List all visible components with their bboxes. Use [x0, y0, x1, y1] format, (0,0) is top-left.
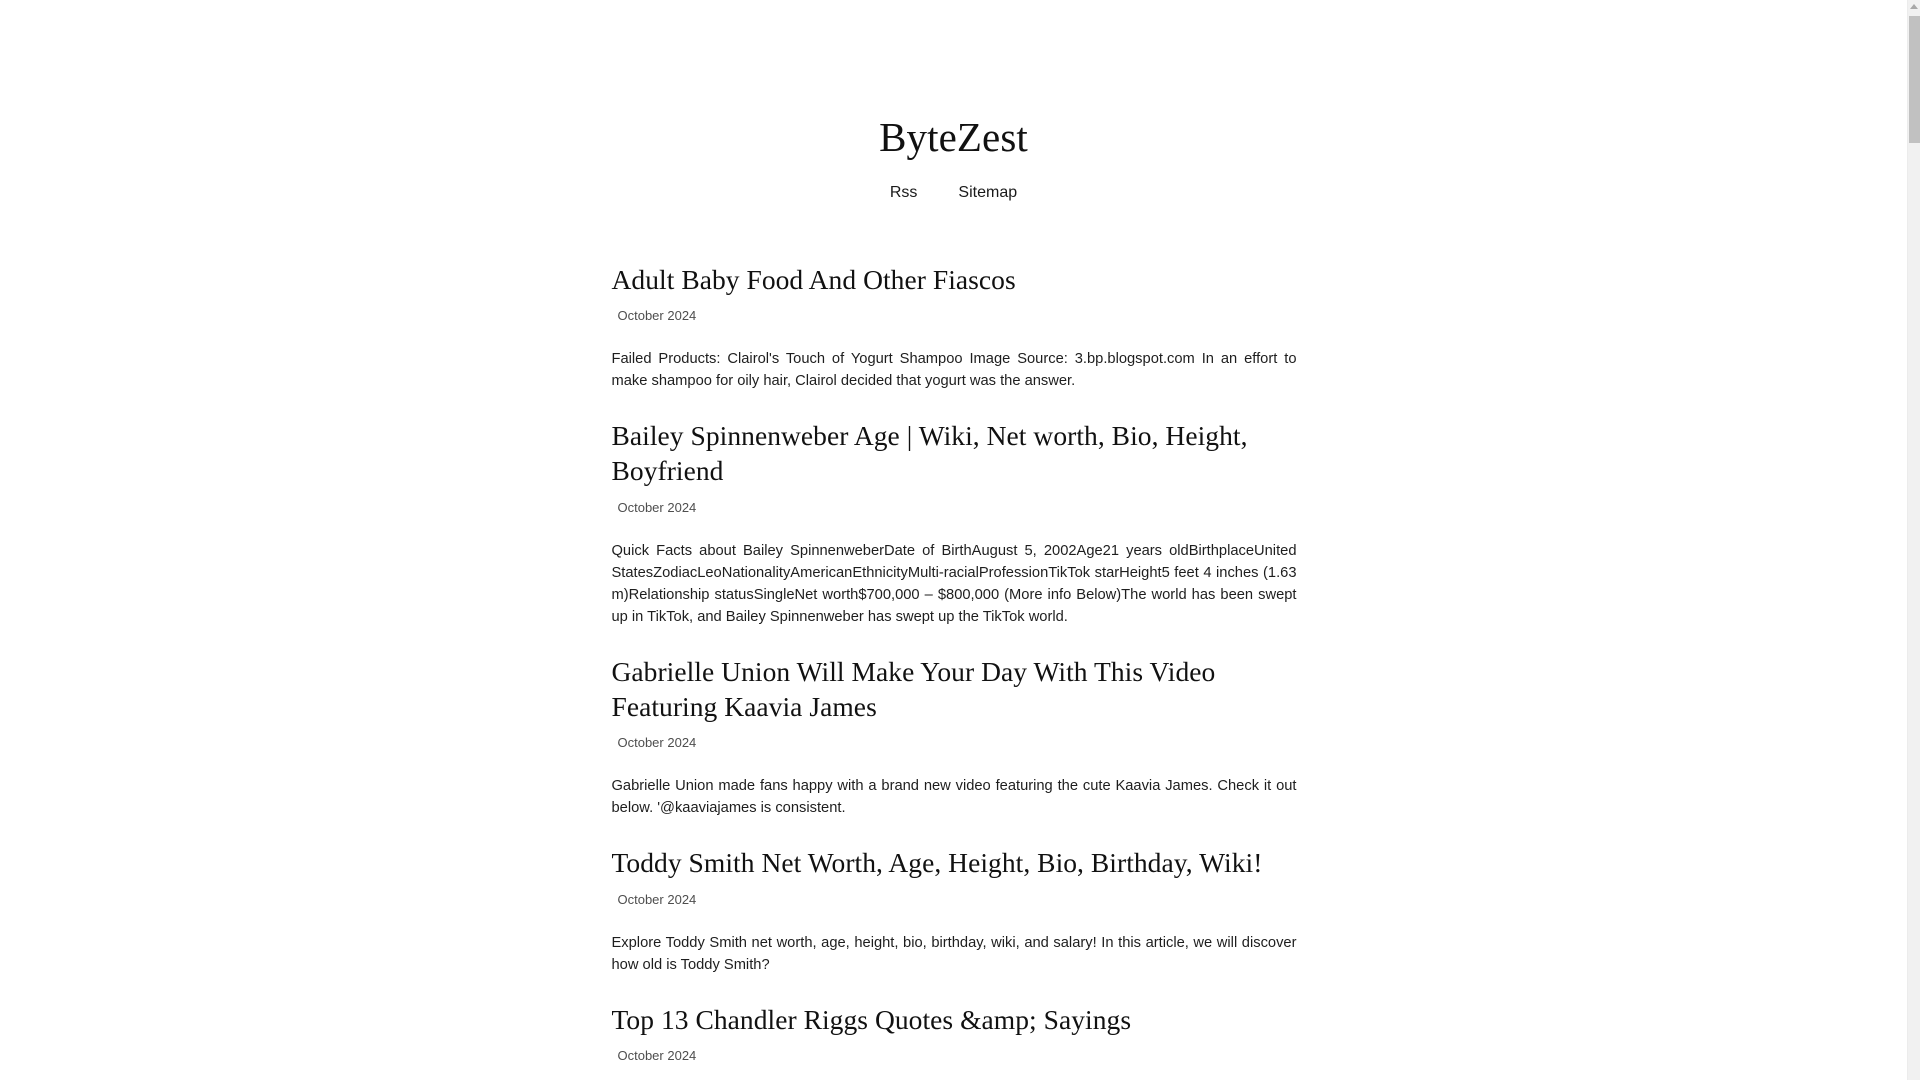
- vertical-scrollbar[interactable]: [1907, 0, 1920, 1080]
- post-date: October 2024: [617, 735, 697, 751]
- post-list: [611, 201, 1297, 1062]
- scroll-up-arrow-icon[interactable]: [1910, 4, 1918, 9]
- post-date: October 2024: [617, 1047, 697, 1063]
- site-title: ByteZest: [879, 114, 1028, 160]
- post-title[interactable]: Toddy Smith Net Worth, Age, Height, Bio, Birthday, Wiki!: [611, 847, 1263, 879]
- post-item: [612, 418, 1297, 654]
- post-title[interactable]: Adult Baby Food And Other Fiascos: [611, 264, 1016, 295]
- nav-link-rss[interactable]: Rss: [889, 184, 918, 201]
- site-nav: [0, 185, 1907, 201]
- scrollbar-thumb[interactable]: [1909, 16, 1920, 143]
- post-excerpt: Explore Toddy Smith net worth, age, height, bio, birthday, wiki, and salary! In this article, we will discover how old is Toddy Smith?: [611, 934, 1297, 973]
- post-excerpt: Quick Facts about Bailey SpinnenweberDate of BirthAugust 5, 2002Age21 years oldBirthplaceUnited StatesZodiacLeoNationalityAmericanEthnicityMulti-racialProfessionTikTok starHeight5 feet 4 inches (1.63 m)Relationship statusSingleNet worth$700,000 – $800,000 (More info Below)The world has been swept up in TikTok, and Bailey Spinnenweber has swept up the TikTok world.: [611, 542, 1297, 625]
- nav-link-sitemap[interactable]: Sitemap: [958, 184, 1018, 201]
- post-title[interactable]: Gabrielle Union Will Make Your Day With This Video Featuring Kaavia James: [611, 655, 1216, 723]
- post-date: October 2024: [617, 891, 697, 907]
- post-date: October 2024: [617, 308, 697, 324]
- site-header: [0, 114, 1907, 201]
- post-item: [612, 845, 1297, 1001]
- post-item: [612, 262, 1297, 418]
- post-excerpt: Gabrielle Union made fans happy with a brand new video featuring the cute Kaavia James. Check it out below. '@kaaviajames is consistent.: [611, 778, 1297, 817]
- post-date: October 2024: [617, 499, 697, 515]
- post-title[interactable]: Bailey Spinnenweber Age | Wiki, Net worth, Bio, Height, Boyfriend: [611, 420, 1248, 487]
- post-excerpt: Failed Products: Clairol's Touch of Yogurt Shampoo Image Source: 3.bp.blogspot.com In an effort to make shampoo for oily hair, Clairol decided that yogurt was the answer.: [611, 351, 1297, 390]
- post-item: [612, 1002, 1297, 1062]
- post-item: [612, 654, 1297, 845]
- post-title[interactable]: Top 13 Chandler Riggs Quotes &amp; Sayings: [611, 1003, 1132, 1035]
